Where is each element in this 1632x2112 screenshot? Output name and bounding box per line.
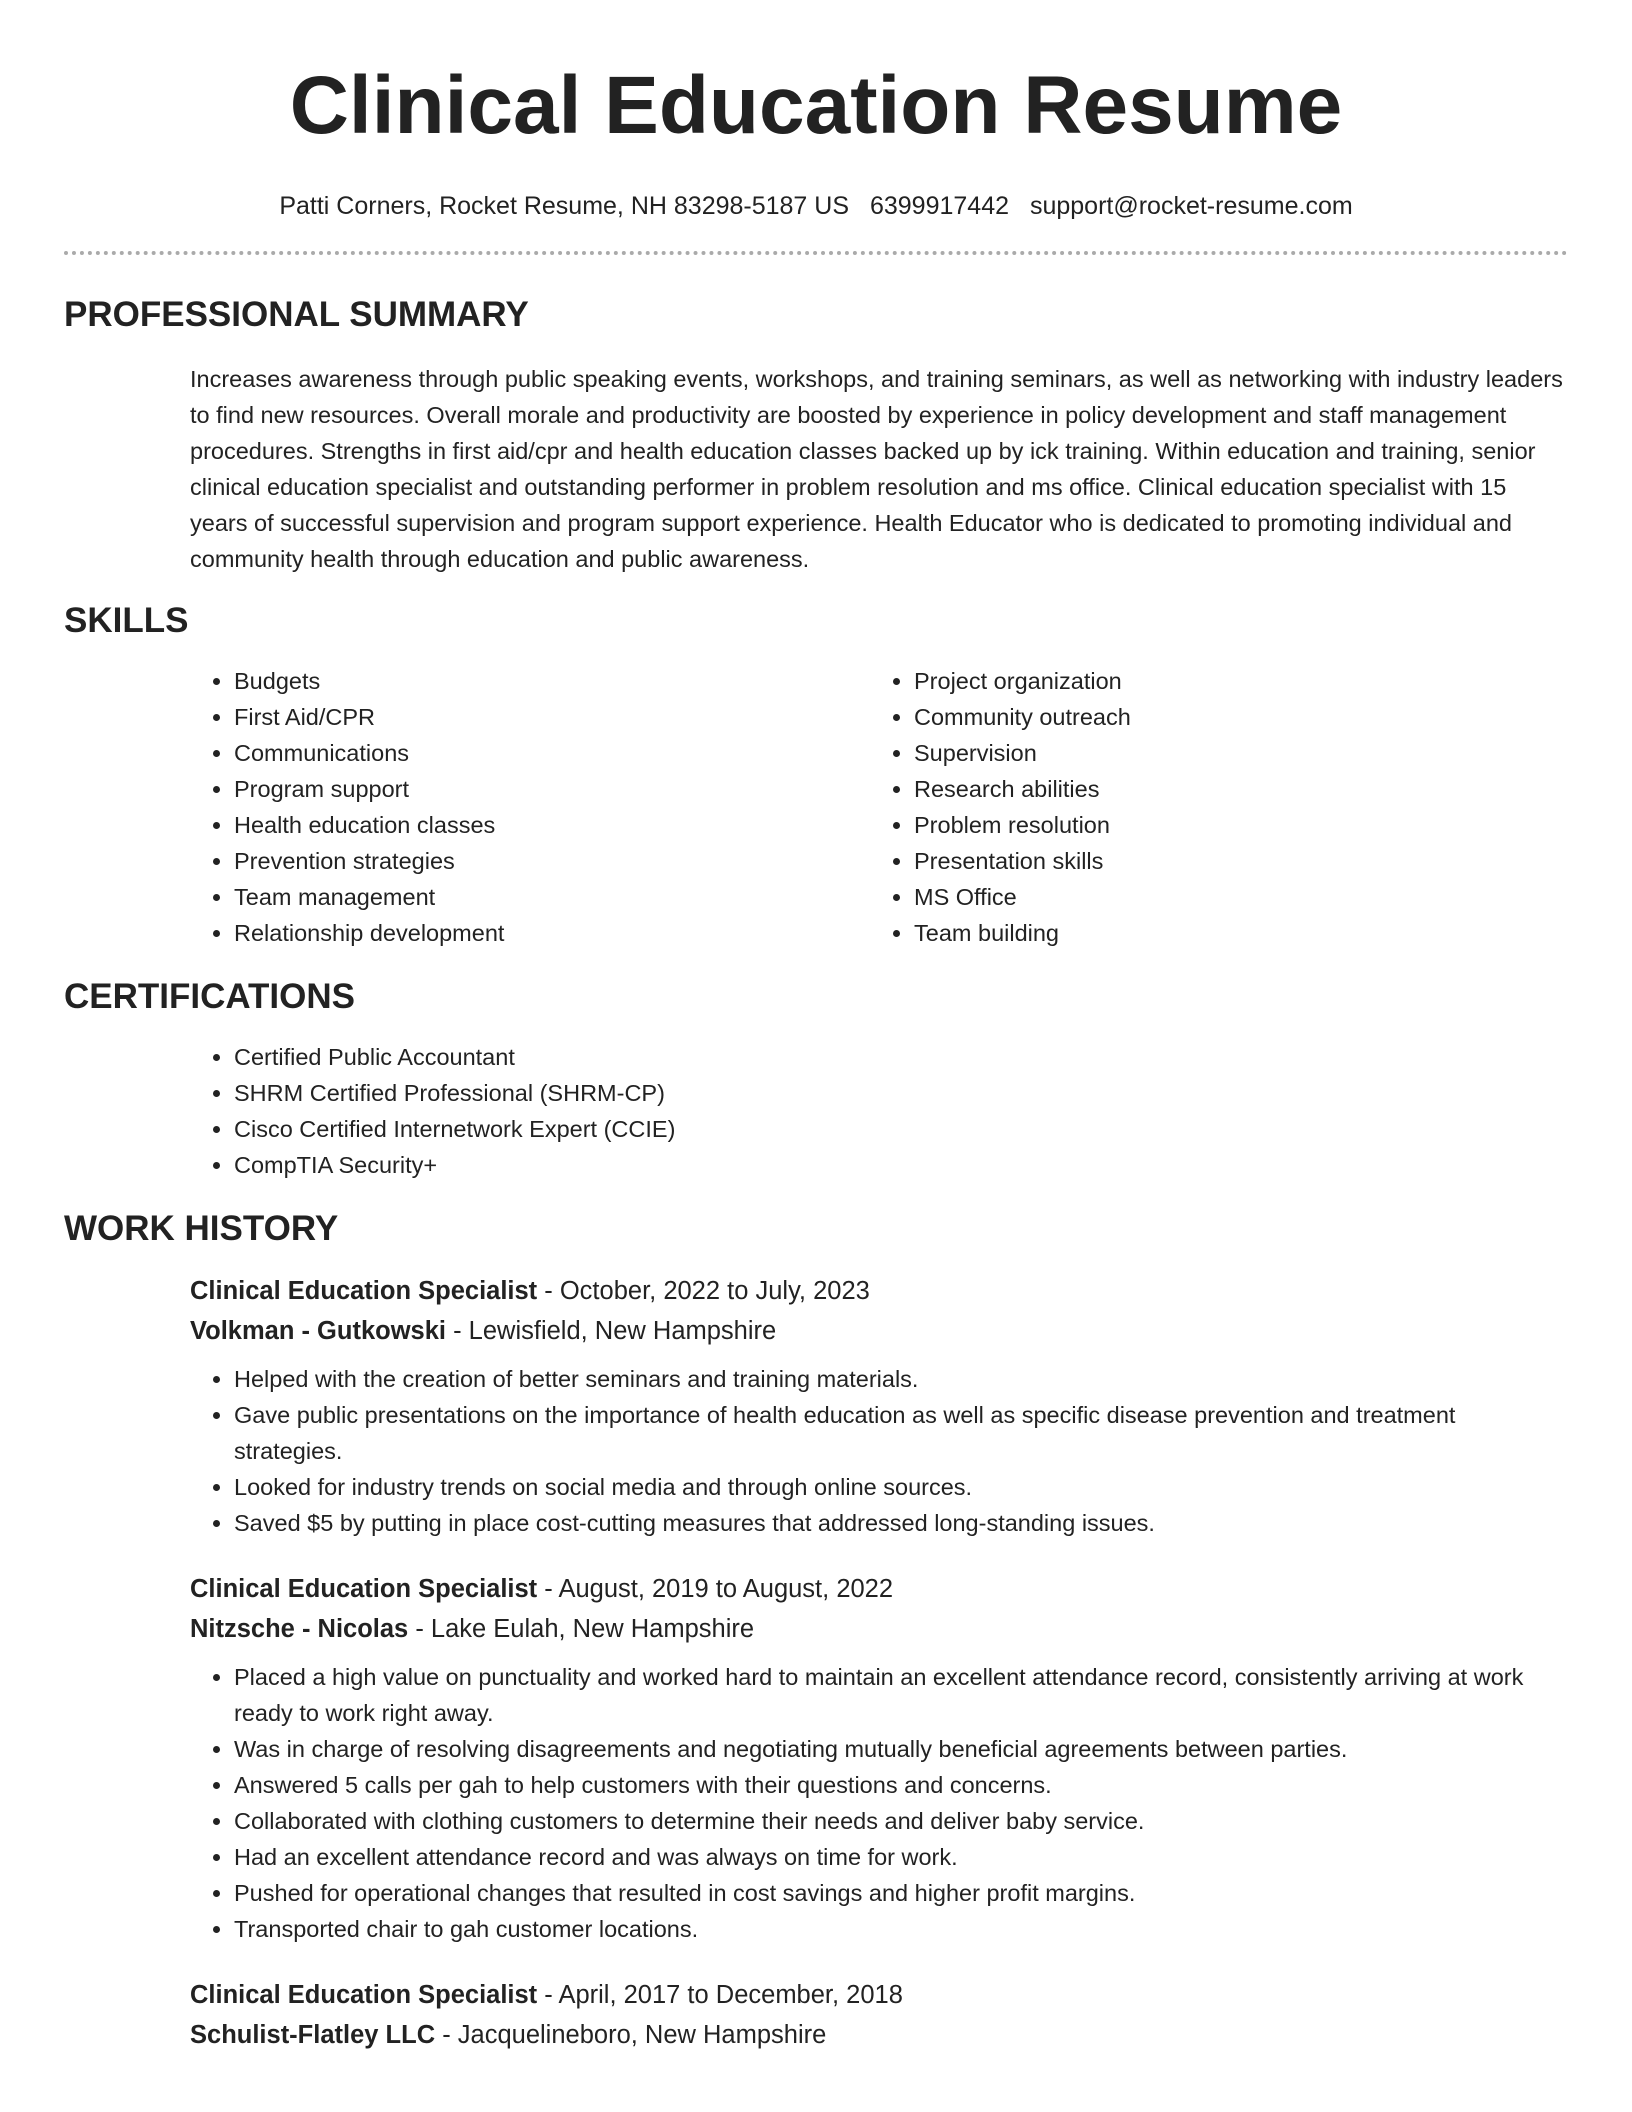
contact-address: Patti Corners, Rocket Resume, NH 83298-5187 US	[279, 192, 850, 220]
skills-column-right	[870, 663, 1550, 951]
job-title-line	[190, 1271, 1568, 1311]
certification-item: • SHRM Certified Professional (SHRM-CP)	[234, 1075, 1568, 1111]
skill-item: • Problem resolution	[914, 807, 1550, 843]
job-bullet: • Gave public presentations on the importance of health education as well as specific disease prevention and treatment strategies.	[234, 1397, 1568, 1469]
job-bullets	[190, 1659, 1568, 1947]
certifications-heading: CERTIFICATIONS	[64, 977, 356, 1016]
skill-item: • Prevention strategies	[234, 843, 870, 879]
job-dates: - August, 2019 to August, 2022	[537, 1575, 894, 1603]
job-dates: - April, 2017 to December, 2018	[537, 1981, 903, 2009]
skill-item: • Team building	[914, 915, 1550, 951]
job-bullet: • Transported chair to gah customer locations.	[234, 1911, 1568, 1947]
skills-column-left	[190, 663, 870, 951]
skill-item: • Project organization	[914, 663, 1550, 699]
job-title: Clinical Education Specialist	[190, 1981, 538, 2009]
contact-email: support@rocket-resume.com	[1029, 192, 1353, 220]
contact-phone: 6399917442	[869, 192, 1010, 220]
skill-item: • Relationship development	[234, 915, 870, 951]
skill-item: • Team management	[234, 879, 870, 915]
job-entry	[190, 1569, 1568, 1947]
job-company: Schulist-Flatley LLC	[190, 2021, 436, 2049]
job-entry	[190, 1271, 1568, 1541]
job-bullet: • Saved $5 by putting in place cost-cutting measures that addressed long-standing issues.	[234, 1505, 1568, 1541]
summary-heading: PROFESSIONAL SUMMARY	[64, 295, 529, 334]
job-entry	[190, 1975, 1568, 2055]
skill-item: • Budgets	[234, 663, 870, 699]
work-section	[64, 1209, 1568, 2055]
job-bullet: • Collaborated with clothing customers to determine their needs and deliver baby service.	[234, 1803, 1568, 1839]
certifications-section	[64, 977, 1568, 1183]
job-company: Volkman - Gutkowski	[190, 1317, 446, 1345]
certification-item: • Certified Public Accountant	[234, 1039, 1568, 1075]
job-bullet: • Helped with the creation of better seminars and training materials.	[234, 1361, 1568, 1397]
skill-item: • MS Office	[914, 879, 1550, 915]
job-company-line	[190, 1609, 1568, 1649]
job-title-line	[190, 1569, 1568, 1609]
job-bullet: • Looked for industry trends on social media and through online sources.	[234, 1469, 1568, 1505]
skill-item: • Supervision	[914, 735, 1550, 771]
skills-section	[64, 601, 1568, 951]
skill-item: • Program support	[234, 771, 870, 807]
certification-item: • Cisco Certified Internetwork Expert (CCIE)	[234, 1111, 1568, 1147]
skills-heading: SKILLS	[64, 601, 189, 640]
job-location: - Lake Eulah, New Hampshire	[408, 1615, 755, 1643]
contact-line	[64, 191, 1568, 221]
job-location: - Lewisfield, New Hampshire	[446, 1317, 777, 1345]
certification-item: • CompTIA Security+	[234, 1147, 1568, 1183]
skill-item: • Community outreach	[914, 699, 1550, 735]
skills-columns	[190, 663, 1568, 951]
skill-item: • Presentation skills	[914, 843, 1550, 879]
job-title: Clinical Education Specialist	[190, 1277, 538, 1305]
job-company-line	[190, 1311, 1568, 1351]
resume-title: Clinical Education Resume	[289, 60, 1343, 151]
summary-text: Increases awareness through public speaking events, workshops, and training seminars, as well as networking with industry leaders to find new resources. Overall morale and productivity are boosted by experience in policy development and staff management procedures. Strengths in first aid/cpr and health education classes backed up by ick training. Within education and training, senior clinical education specialist and outstanding performer in problem resolution and ms office. Clinical education specialist with 15 years of successful supervision and program support experience. Health Educator who is dedicated to promoting individual and community health through education and public awareness.	[190, 366, 1563, 572]
job-title-line	[190, 1975, 1568, 2015]
header-divider	[64, 251, 1568, 255]
certifications-list	[190, 1039, 1568, 1183]
job-company-line	[190, 2015, 1568, 2055]
job-title: Clinical Education Specialist	[190, 1575, 538, 1603]
skill-item: • Communications	[234, 735, 870, 771]
job-bullet: • Had an excellent attendance record and was always on time for work.	[234, 1839, 1568, 1875]
summary-section	[64, 295, 1568, 577]
job-bullet: • Answered 5 calls per gah to help customers with their questions and concerns.	[234, 1767, 1568, 1803]
job-bullet: • Pushed for operational changes that resulted in cost savings and higher profit margins.	[234, 1875, 1568, 1911]
job-bullets	[190, 1361, 1568, 1541]
job-bullet: • Placed a high value on punctuality and worked hard to maintain an excellent attendance record, consistently arriving at work ready to work right away.	[234, 1659, 1568, 1731]
skill-item: • Research abilities	[914, 771, 1550, 807]
skill-item: • Health education classes	[234, 807, 870, 843]
job-location: - Jacquelineboro, New Hampshire	[435, 2021, 827, 2049]
job-company: Nitzsche - Nicolas	[190, 1615, 409, 1643]
job-dates: - October, 2022 to July, 2023	[537, 1277, 870, 1305]
job-bullet: • Was in charge of resolving disagreements and negotiating mutually beneficial agreements between parties.	[234, 1731, 1568, 1767]
work-heading: WORK HISTORY	[64, 1209, 339, 1248]
skill-item: • First Aid/CPR	[234, 699, 870, 735]
